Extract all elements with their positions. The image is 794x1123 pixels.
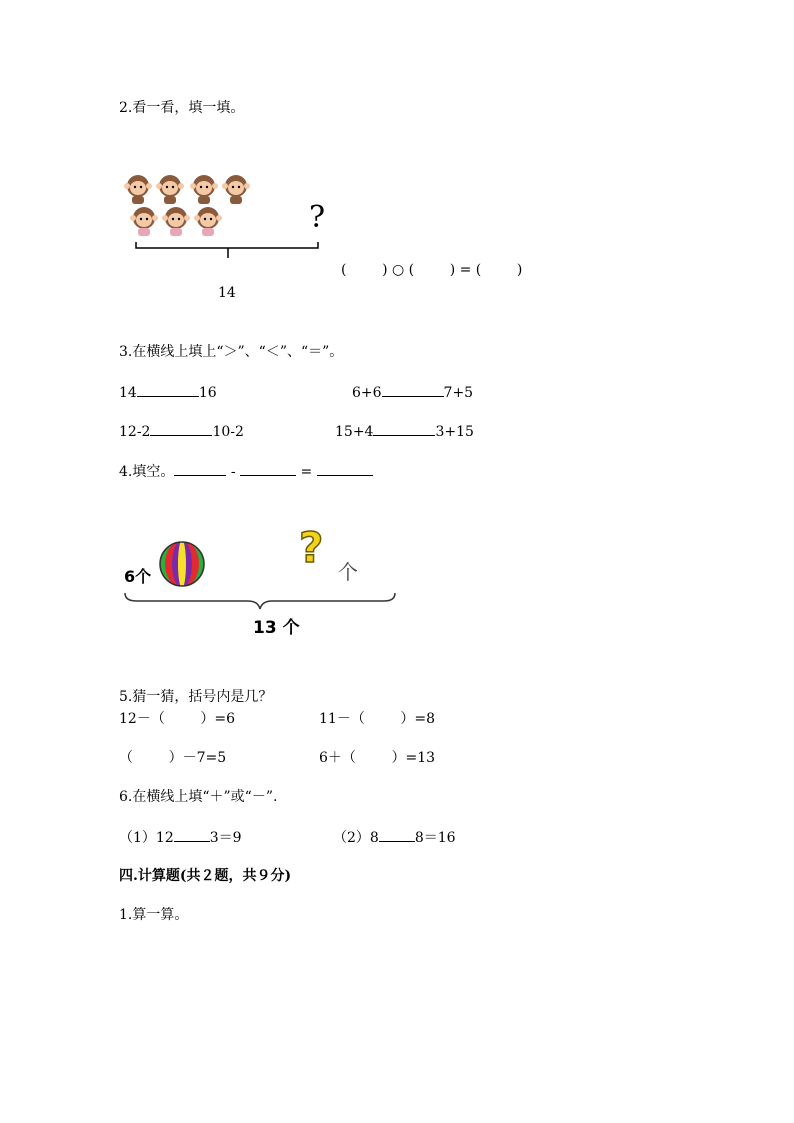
section-title: 四.计算题(共２题，共９分)	[119, 868, 292, 884]
q6-right: 3＝9	[209, 830, 242, 846]
bracket-line	[136, 242, 318, 248]
q3-item-3	[119, 421, 244, 440]
q4-title: 4.填空。	[119, 464, 175, 480]
monkey-icon	[124, 175, 152, 204]
q2-title: 2.看一看，填一填。	[119, 100, 245, 116]
monkey-icon	[130, 207, 158, 236]
q3-right: 10-2	[212, 424, 244, 440]
q5-title: 5.猜一猜，括号内是几？	[119, 689, 273, 705]
q3-right: 16	[198, 385, 217, 401]
q2-question-mark: ?	[309, 200, 326, 235]
q6-title: 6.在横线上填“＋”或“－”.	[119, 789, 278, 805]
calc1-title: 1.算一算。	[119, 907, 189, 923]
q4-left-count: 6个	[124, 567, 152, 586]
q2-equation: ( ) ○ ( ) = ( )	[341, 262, 523, 278]
q5-item: 12－（ ）=6	[119, 711, 236, 727]
answer-blank[interactable]	[137, 382, 199, 397]
q5-item: 6＋（ ）=13	[319, 750, 436, 766]
answer-blank[interactable]	[150, 421, 212, 436]
q3-left: 6+6	[352, 385, 382, 401]
q4-line	[119, 461, 373, 481]
q3-right: 7+5	[443, 385, 474, 401]
question-mark-icon: ?	[299, 523, 324, 572]
monkey-icon	[222, 175, 250, 204]
q3-item-1	[119, 382, 217, 401]
answer-blank[interactable]	[379, 827, 415, 842]
answer-blank[interactable]	[240, 461, 296, 476]
monkey-icon	[156, 175, 184, 204]
q3-left: 12-2	[119, 424, 151, 440]
answer-blank[interactable]	[317, 461, 373, 476]
q6-label: （2）8	[333, 830, 379, 846]
q4-equals: =	[300, 464, 313, 480]
q3-item-2	[352, 382, 473, 401]
answer-blank[interactable]	[174, 827, 210, 842]
q3-left: 14	[119, 385, 137, 401]
q4-minus: -	[230, 464, 236, 480]
q3-item-4	[335, 421, 474, 440]
q4-total: 13 个	[253, 618, 300, 638]
q6-item-1	[119, 827, 242, 847]
q3-title: 3.在横线上填上“＞”、“＜”、“＝”。	[119, 344, 344, 360]
ball-icon	[158, 540, 208, 590]
q5-item: （ ）－7=5	[119, 750, 227, 766]
q6-label: （1）12	[119, 830, 174, 846]
curly-brace	[122, 590, 398, 612]
q3-left: 15+4	[335, 424, 374, 440]
q4-right-unit: 个	[338, 560, 358, 584]
q3-right: 3+15	[435, 424, 474, 440]
answer-blank[interactable]	[174, 461, 226, 476]
answer-blank[interactable]	[382, 382, 444, 397]
q5-item: 11－（ ）=8	[319, 711, 436, 727]
monkeys-figure	[122, 172, 332, 262]
q2-total: 14	[218, 285, 236, 301]
answer-blank[interactable]	[373, 421, 435, 436]
monkey-icon	[194, 207, 222, 236]
q6-right: 8＝16	[414, 830, 456, 846]
q6-item-2	[333, 827, 456, 847]
monkey-icon	[162, 207, 190, 236]
monkey-icon	[190, 175, 218, 204]
